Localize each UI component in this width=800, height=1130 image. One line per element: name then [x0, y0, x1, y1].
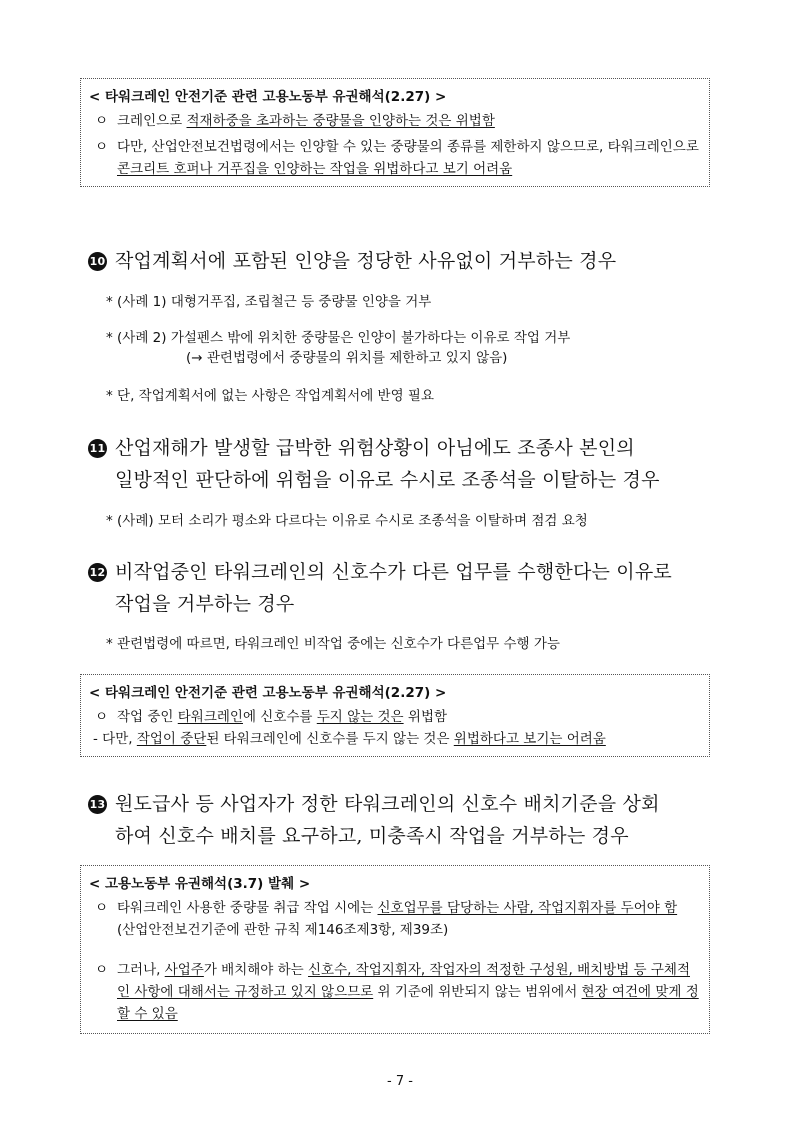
- box-title: < 고용노동부 유권해석(3.7) 발췌 >: [89, 876, 311, 892]
- underlined-text: 사업주: [164, 962, 204, 978]
- bullet-mark: ㅇ: [95, 113, 109, 129]
- underlined-text: 작업이 중단: [136, 731, 207, 747]
- interpretation-box-3: [80, 865, 710, 1034]
- interpretation-box-2: [80, 674, 710, 757]
- text: 다만, 산업안전보건법령에서는 인양할 수 있는 중량물의 종류를 제한하지 않으므로, 타워크레인으로: [117, 139, 699, 155]
- text: 가 배치해야 하는: [203, 962, 309, 978]
- bullet-item: [91, 897, 699, 941]
- text: (산업안전보건기준에 관한 규칙 제146조제3항, 제39조): [117, 922, 449, 938]
- dash-item: [91, 728, 699, 750]
- box-title: < 타워크레인 안전기준 관련 고용노동부 유권해석(2.27) >: [89, 89, 447, 105]
- bullet-mark: ㅇ: [95, 962, 109, 978]
- note: [106, 328, 746, 368]
- note: * 단, 작업계획서에 없는 사항은 작업계획서에 반영 필요: [106, 388, 434, 404]
- item-10: [88, 245, 728, 277]
- bullet-item: [91, 706, 699, 728]
- item-text: 원도급사 등 사업자가 정한 타워크레인의 신호수 배치기준을 상회: [115, 793, 660, 815]
- bullet-item: [91, 959, 699, 1025]
- underlined-text: 위법하다고 보기는 어려움: [453, 731, 606, 747]
- text: 위법함: [403, 709, 448, 725]
- item-text: 비작업중인 타워크레인의 신호수가 다른 업무를 수행한다는 이유로: [115, 561, 672, 583]
- box-title: < 타워크레인 안전기준 관련 고용노동부 유권해석(2.27) >: [89, 685, 447, 701]
- text: 위 기준에 위반되지 않는 범위에서: [373, 984, 582, 1000]
- text: 된 타워크레인에 신호수를 두지 않는 것은: [206, 731, 454, 747]
- interpretation-box-1: [80, 78, 710, 187]
- text: 크레인으로: [117, 113, 187, 129]
- item-text: 작업계획서에 포함된 인양을 정당한 사유없이 거부하는 경우: [115, 250, 617, 272]
- note: * (사례) 모터 소리가 평소와 다르다는 이유로 수시로 조종석을 이탈하며 점검 요청: [106, 513, 588, 529]
- item-text-cont: 작업을 거부하는 경우: [115, 593, 295, 615]
- number-badge: 10: [88, 252, 107, 271]
- page-number: - 7 -: [387, 1074, 413, 1089]
- number-badge: 13: [88, 795, 107, 814]
- underlined-text: 콘크리트 호퍼나 거푸집을 인양하는 작업을 위법하다고 보기 어려움: [117, 161, 513, 177]
- underlined-text: 두지 않는 것은: [316, 709, 404, 725]
- underlined-text: 현장 여건에 맞게 정할 수 있음: [117, 984, 699, 1022]
- text: 에 신호수를: [242, 709, 317, 725]
- note: * (사례 1) 대형거푸집, 조립철근 등 중량물 인양을 거부: [106, 294, 432, 310]
- underlined-text: 신호업무를 담당하는 사람, 작업지휘자를 두어야 함: [377, 900, 678, 916]
- underlined-text: 신호수, 작업지휘자, 작업자의 적정한 구성원, 배치방법 등 구체적인 사항에 대해서는 규정하고 있지 않으므로: [117, 962, 690, 1000]
- item-text-cont: 하여 신호수 배치를 요구하고, 미충족시 작업을 거부하는 경우: [115, 825, 629, 847]
- note-text: * (사례 2) 가설펜스 밖에 위치한 중량물은 인양이 불가하다는 이유로 작업 거부: [106, 330, 571, 346]
- note-subtext: (→ 관련법령에서 중량물의 위치를 제한하고 있지 않음): [186, 350, 508, 366]
- item-12: [88, 556, 728, 620]
- bullet-mark: ㅇ: [95, 709, 109, 725]
- number-badge: 11: [88, 439, 107, 458]
- underlined-text: 타워크레인: [177, 709, 243, 725]
- text: - 다만,: [93, 731, 137, 747]
- item-13: [88, 788, 728, 852]
- text: 작업 중인: [117, 709, 178, 725]
- item-11: [88, 432, 728, 496]
- bullet-mark: ㅇ: [95, 900, 109, 916]
- text: 그러나,: [117, 962, 165, 978]
- underlined-text: 적재하중을 초과하는 중량물을 인양하는 것은 위법함: [186, 113, 495, 129]
- number-badge: 12: [88, 563, 107, 582]
- item-text-cont: 일방적인 판단하에 위험을 이유로 수시로 조종석을 이탈하는 경우: [115, 469, 660, 491]
- bullet-mark: ㅇ: [95, 139, 109, 155]
- note: * 관련법령에 따르면, 타워크레인 비작업 중에는 신호수가 다른업무 수행 가능: [106, 636, 560, 652]
- item-text: 산업재해가 발생할 급박한 위험상황이 아님에도 조종사 본인의: [115, 437, 635, 459]
- bullet-item: [91, 136, 699, 180]
- bullet-item: [91, 110, 699, 132]
- text: 타워크레인 사용한 중량물 취급 작업 시에는: [117, 900, 378, 916]
